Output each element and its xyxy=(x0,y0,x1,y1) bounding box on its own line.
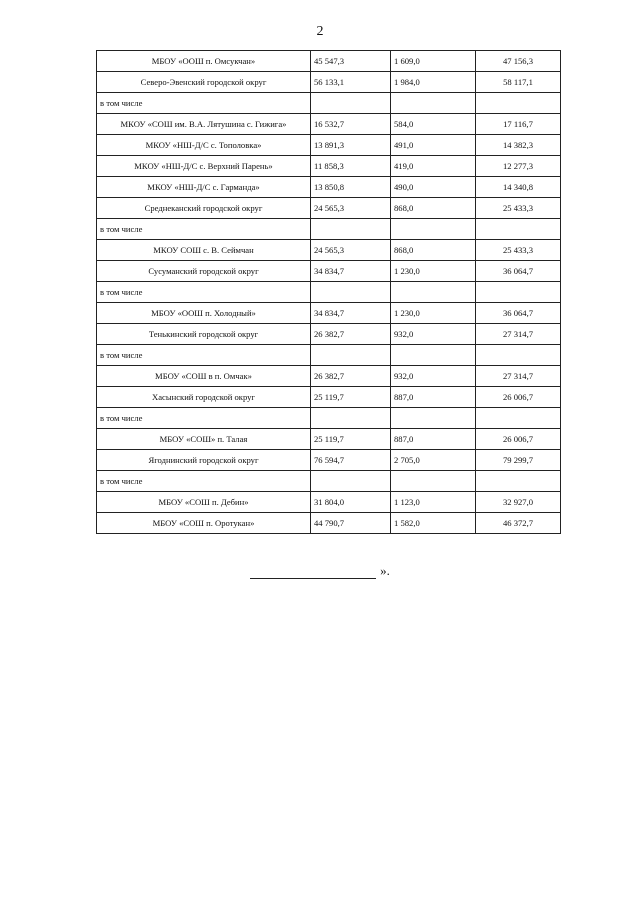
row-value-2: 868,0 xyxy=(391,198,476,219)
table-row xyxy=(97,156,561,177)
row-value-3: 14 340,8 xyxy=(476,177,561,198)
row-value-3: 14 382,3 xyxy=(476,135,561,156)
row-value-2: 1 582,0 xyxy=(391,513,476,534)
row-name: в том числе xyxy=(97,282,311,303)
row-value-2: 1 123,0 xyxy=(391,492,476,513)
row-value-1: 26 382,7 xyxy=(311,366,391,387)
row-value-1: 25 119,7 xyxy=(311,387,391,408)
table-body xyxy=(97,51,561,534)
row-value-1: 44 790,7 xyxy=(311,513,391,534)
table-row xyxy=(97,387,561,408)
row-value-2: 932,0 xyxy=(391,366,476,387)
row-name: Среднеканский городской округ xyxy=(97,198,311,219)
table-row xyxy=(97,429,561,450)
row-value-2: 887,0 xyxy=(391,387,476,408)
row-name: Сусуманский городской округ xyxy=(97,261,311,282)
table-row xyxy=(97,261,561,282)
row-value-3: 32 927,0 xyxy=(476,492,561,513)
table-row xyxy=(97,135,561,156)
row-value-1 xyxy=(311,282,391,303)
row-value-1 xyxy=(311,471,391,492)
row-value-3: 46 372,7 xyxy=(476,513,561,534)
table-row xyxy=(97,450,561,471)
signature-underline xyxy=(250,566,376,579)
row-value-2 xyxy=(391,471,476,492)
row-value-1: 56 133,1 xyxy=(311,72,391,93)
row-value-2: 932,0 xyxy=(391,324,476,345)
row-value-3: 36 064,7 xyxy=(476,261,561,282)
row-value-2: 1 230,0 xyxy=(391,303,476,324)
row-value-2: 868,0 xyxy=(391,240,476,261)
row-value-3: 25 433,3 xyxy=(476,198,561,219)
row-value-2 xyxy=(391,345,476,366)
row-value-3: 25 433,3 xyxy=(476,240,561,261)
row-value-3: 47 156,3 xyxy=(476,51,561,72)
table-row xyxy=(97,492,561,513)
row-name: МКОУ «СОШ им. В.А. Лятушина с. Гижига» xyxy=(97,114,311,135)
row-value-3 xyxy=(476,408,561,429)
row-value-2: 1 984,0 xyxy=(391,72,476,93)
row-name: МБОУ «СОШ п. Оротукан» xyxy=(97,513,311,534)
table-row xyxy=(97,219,561,240)
row-value-3: 36 064,7 xyxy=(476,303,561,324)
row-name: Северо-Эвенский городской округ xyxy=(97,72,311,93)
row-value-3 xyxy=(476,282,561,303)
table-row xyxy=(97,366,561,387)
row-name: в том числе xyxy=(97,471,311,492)
row-name: МБОУ «СОШ в п. Омчак» xyxy=(97,366,311,387)
row-value-1 xyxy=(311,93,391,114)
row-value-1: 11 858,3 xyxy=(311,156,391,177)
row-value-2 xyxy=(391,219,476,240)
row-value-1: 24 565,3 xyxy=(311,198,391,219)
table-row xyxy=(97,303,561,324)
row-name: МКОУ «НШ-Д/С с. Тополовка» xyxy=(97,135,311,156)
row-value-2: 887,0 xyxy=(391,429,476,450)
budget-table xyxy=(96,50,561,534)
row-value-3: 26 006,7 xyxy=(476,429,561,450)
row-value-1: 76 594,7 xyxy=(311,450,391,471)
row-name: в том числе xyxy=(97,93,311,114)
row-name: МКОУ СОШ с. В. Сеймчан xyxy=(97,240,311,261)
row-name: МБОУ «СОШ» п. Талая xyxy=(97,429,311,450)
table-row xyxy=(97,240,561,261)
row-value-3: 26 006,7 xyxy=(476,387,561,408)
row-value-1: 24 565,3 xyxy=(311,240,391,261)
row-name: МКОУ «НШ-Д/С с. Верхний Парень» xyxy=(97,156,311,177)
row-value-2: 1 230,0 xyxy=(391,261,476,282)
row-value-2: 491,0 xyxy=(391,135,476,156)
row-name: МБОУ «ООШ п. Омсукчан» xyxy=(97,51,311,72)
row-value-3: 17 116,7 xyxy=(476,114,561,135)
row-value-3: 58 117,1 xyxy=(476,72,561,93)
row-value-1: 13 891,3 xyxy=(311,135,391,156)
table-row xyxy=(97,345,561,366)
table-row xyxy=(97,408,561,429)
closing-line xyxy=(0,563,640,579)
row-value-3 xyxy=(476,93,561,114)
row-value-2: 1 609,0 xyxy=(391,51,476,72)
row-name: Ягоднинский городской округ xyxy=(97,450,311,471)
row-value-1: 13 850,8 xyxy=(311,177,391,198)
row-name: МБОУ «ООШ п. Холодный» xyxy=(97,303,311,324)
row-value-1: 34 834,7 xyxy=(311,261,391,282)
table-row xyxy=(97,282,561,303)
row-value-3: 79 299,7 xyxy=(476,450,561,471)
row-value-3: 27 314,7 xyxy=(476,324,561,345)
row-value-1: 34 834,7 xyxy=(311,303,391,324)
table-row xyxy=(97,324,561,345)
row-value-2 xyxy=(391,408,476,429)
row-value-3: 27 314,7 xyxy=(476,366,561,387)
row-value-1 xyxy=(311,345,391,366)
row-value-2 xyxy=(391,282,476,303)
row-value-3 xyxy=(476,471,561,492)
row-value-3 xyxy=(476,345,561,366)
row-value-1: 25 119,7 xyxy=(311,429,391,450)
table-row xyxy=(97,471,561,492)
row-value-1: 45 547,3 xyxy=(311,51,391,72)
row-value-2: 490,0 xyxy=(391,177,476,198)
row-value-2: 584,0 xyxy=(391,114,476,135)
row-value-2 xyxy=(391,93,476,114)
row-value-3: 12 277,3 xyxy=(476,156,561,177)
table-row xyxy=(97,513,561,534)
row-value-3 xyxy=(476,219,561,240)
closing-quote: ». xyxy=(380,563,390,578)
table-row xyxy=(97,177,561,198)
row-value-1 xyxy=(311,219,391,240)
row-value-1: 31 804,0 xyxy=(311,492,391,513)
row-name: МКОУ «НШ-Д/С с. Гарманда» xyxy=(97,177,311,198)
row-name: Тенькинский городской округ xyxy=(97,324,311,345)
row-value-2: 419,0 xyxy=(391,156,476,177)
row-name: МБОУ «СОШ п. Дебин» xyxy=(97,492,311,513)
table-row xyxy=(97,198,561,219)
table-row xyxy=(97,93,561,114)
row-value-2: 2 705,0 xyxy=(391,450,476,471)
row-value-1: 16 532,7 xyxy=(311,114,391,135)
row-value-1 xyxy=(311,408,391,429)
table-row xyxy=(97,51,561,72)
page-number: 2 xyxy=(316,24,324,39)
row-name: в том числе xyxy=(97,408,311,429)
table-row xyxy=(97,114,561,135)
row-name: в том числе xyxy=(97,219,311,240)
row-name: в том числе xyxy=(97,345,311,366)
row-value-1: 26 382,7 xyxy=(311,324,391,345)
row-name: Хасынский городской округ xyxy=(97,387,311,408)
table-row xyxy=(97,72,561,93)
